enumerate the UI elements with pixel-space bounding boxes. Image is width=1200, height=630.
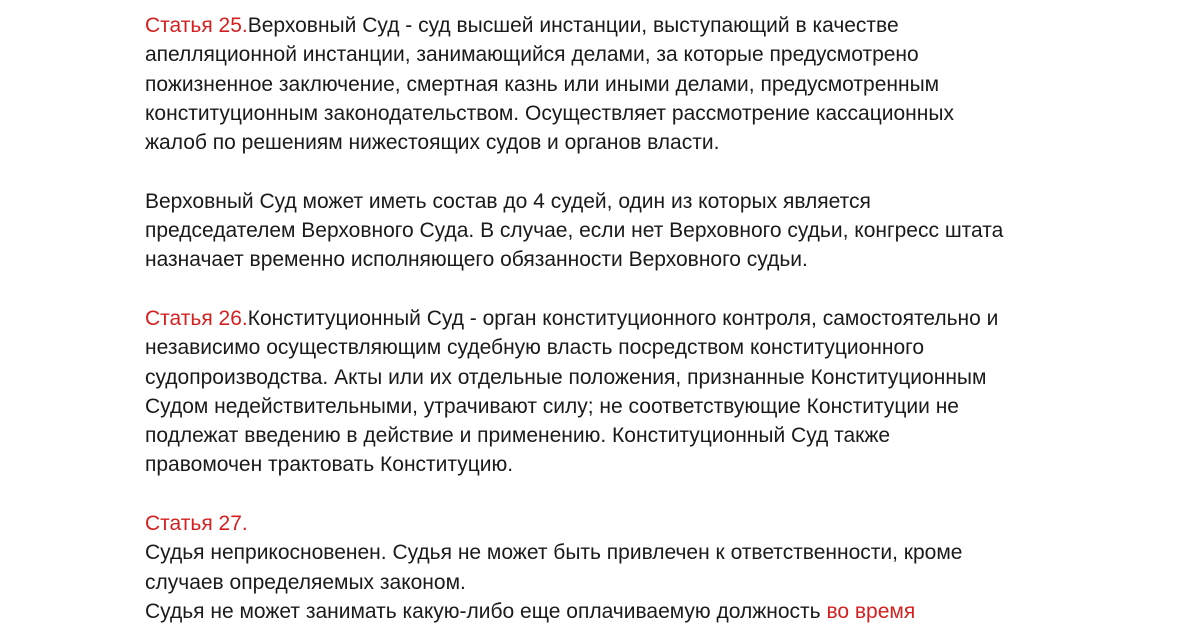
article-26-line-2: независимо осуществляющим судебную власть посредством конституционного xyxy=(145,336,925,360)
article-25-line-2: апелляционной инстанции, занимающийся делами, за которые предусмотрено xyxy=(145,43,919,67)
article-26-heading: Статья 26. xyxy=(145,306,248,330)
paragraph-gap xyxy=(145,275,1105,304)
article-26-line-4: Судом недействительными, утрачивают силу; не соответствующие Конституции не xyxy=(145,394,959,418)
paragraph-gap xyxy=(145,157,1105,186)
article-27-line-3-text: Судья не может занимать какую-либо еще оплачиваемую должность xyxy=(145,599,821,623)
article-25-p2-line-2: председателем Верховного Суда. В случае, если нет Верховного судьи, конгресс штата xyxy=(145,219,1004,243)
article-25-p2-line-1: Верховный Суд может иметь состав до 4 судей, один из которых является xyxy=(145,189,871,213)
article-25-line-3: пожизненное заключение, смертная казнь или иными делами, предусмотренным xyxy=(145,72,940,96)
article-27-line-3 xyxy=(145,597,1105,626)
article-26-line-3: судопроизводства. Акты или их отдельные положения, признанные Конституционным xyxy=(145,365,987,389)
article-25-heading: Статья 25. xyxy=(145,14,248,37)
article-26-text: Конституционный Суд - орган конституционного контроля, самостоятельно и xyxy=(247,306,999,330)
document-body xyxy=(145,11,1105,626)
article-25-p2-line-3: назначает временно исполняющего обязанности Верховного судьи. xyxy=(145,248,808,272)
article-27-highlight: во время xyxy=(826,599,916,623)
article-27-heading: Статья 27. xyxy=(145,512,248,536)
article-25-line-5: жалоб по решениям нижестоящих судов и органов власти. xyxy=(145,131,720,155)
article-26-line-5: подлежат введению в действие и применению. Конституционный Суд также xyxy=(145,424,891,448)
article-25-text: Верховный Суд - суд высшей инстанции, выступающий в качестве xyxy=(247,14,899,37)
article-25-line-4: конституционным законодательством. Осуществляет рассмотрение кассационных xyxy=(145,101,954,125)
paragraph-gap xyxy=(145,480,1105,509)
article-26-line-1 xyxy=(145,304,1105,333)
article-27-line-1: Судья неприкосновенен. Судья не может быть привлечен к ответственности, кроме xyxy=(145,541,963,565)
article-25-line-1 xyxy=(145,11,1105,40)
article-27-line-2: случаев определяемых законом. xyxy=(145,570,466,594)
article-26-line-6: правомочен трактовать Конституцию. xyxy=(145,453,514,477)
